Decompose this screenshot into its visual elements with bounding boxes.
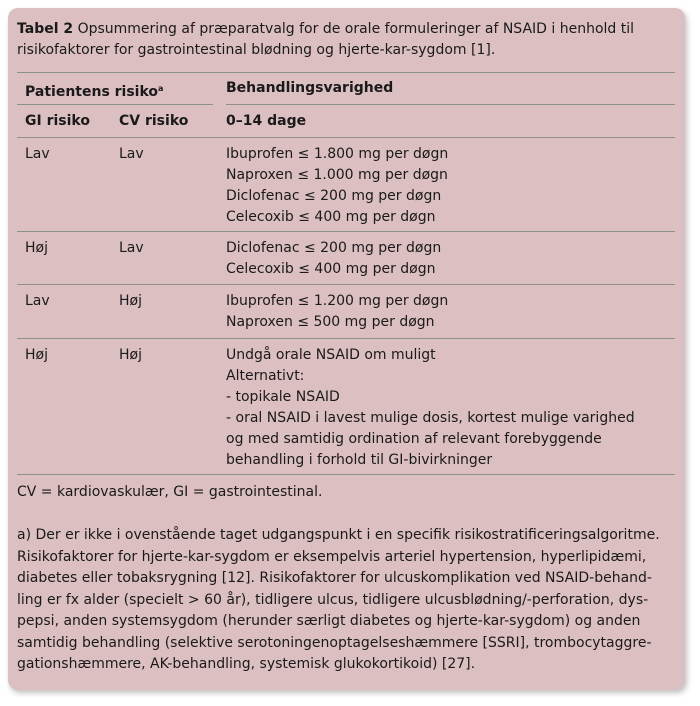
treatment-line: Naproxen ≤ 500 mg per døgn [226,314,435,330]
treatment-line: - topikale NSAID [226,389,340,405]
row-4-treatment [226,345,635,471]
row-divider [17,338,675,339]
treatment-line: - oral NSAID i lavest mulige dosis, kortest mulige varighed [226,410,635,426]
patient-risk-underline [17,104,213,105]
treatment-line: Celecoxib ≤ 400 mg per døgn [226,209,436,225]
treatment-line: Diclofenac ≤ 200 mg per døgn [226,188,442,204]
duration-underline [226,104,675,105]
caption-label: Tabel 2 [17,21,74,37]
treatment-line: Ibuprofen ≤ 1.800 mg per døgn [226,146,449,162]
table-caption [17,19,667,61]
footnote-line: samtidig behandling (selektive serotoningenoptagelseshæmmere [SSRI], trombocytaggre- [17,634,652,651]
row-2-gi: Høj [25,240,48,256]
footnote [17,525,677,676]
row-3-cv: Høj [119,293,142,309]
row-2-treatment [226,238,441,280]
treatment-line: Diclofenac ≤ 200 mg per døgn [226,240,442,256]
treatment-line: behandling i forhold til GI-bivirkninger [226,452,493,468]
abbreviations: CV = kardiovaskulær, GI = gastrointestinal. [17,484,323,500]
treatment-line: Celecoxib ≤ 400 mg per døgn [226,261,436,277]
row-3-treatment [226,291,448,333]
row-4-cv: Høj [119,347,142,363]
patient-risk-header: Patientens risiko$^a$ [25,84,164,100]
footnote-line: ling er fx alder (specielt > 60 år), tidligere ulcus, tidligere ulcusblødning/-perforation, dys- [17,591,649,608]
row-divider [17,284,675,285]
footnote-line: gationshæmmere, AK-behandling, systemisk glukokortikoid) [27]. [17,656,476,672]
duration-header: 0–14 dage [226,113,307,129]
cv-risk-header: CV risiko [119,113,189,129]
footnote-line: diabetes eller tobaksrygning [12]. Risikofaktorer for ulcuskomplikation ved NSAID-behand- [17,570,652,586]
row-1-cv: Lav [119,146,144,162]
footnote-line: a) Der er ikke i ovenstående taget udgangspunkt i en specifik risikostratificeringsalgoritme. [17,527,660,543]
footnote-line: pepsi, anden systemsygdom (herunder særligt diabetes og hjerte-kar-sygdom) og anden [17,613,641,629]
treatment-line: Alternativt: [226,368,305,384]
footnote-marker: a [158,84,164,93]
gi-risk-header: GI risiko [25,113,90,129]
caption-line-2: risikofaktorer for gastrointestinal blødning og hjerte-kar-sygdom [1]. [17,42,496,58]
row-4-gi: Høj [25,347,48,363]
treatment-line: Ibuprofen ≤ 1.200 mg per døgn [226,293,449,309]
row-3-gi: Lav [25,293,50,309]
treatment-line: og med samtidig ordination af relevant forebyggende [226,431,602,447]
row-2-cv: Lav [119,240,144,256]
top-rule [17,72,675,73]
treatment-line: Naproxen ≤ 1.000 mg per døgn [226,167,448,183]
row-1-treatment [226,144,448,228]
row-1-gi: Lav [25,146,50,162]
bottom-rule [17,474,675,475]
treatment-line: Undgå orale NSAID om muligt [226,347,436,363]
footnote-line: Risikofaktorer for hjerte-kar-sygdom er eksempelvis arteriel hypertension, hyperlipidæmi, [17,548,647,565]
header-rule [17,137,675,138]
caption-line-1: Opsummering af præparatvalg for de orale formuleringer af NSAID i henhold til [77,21,635,37]
row-divider [17,231,675,232]
treatment-duration-header: Behandlingsvarighed [226,80,394,96]
